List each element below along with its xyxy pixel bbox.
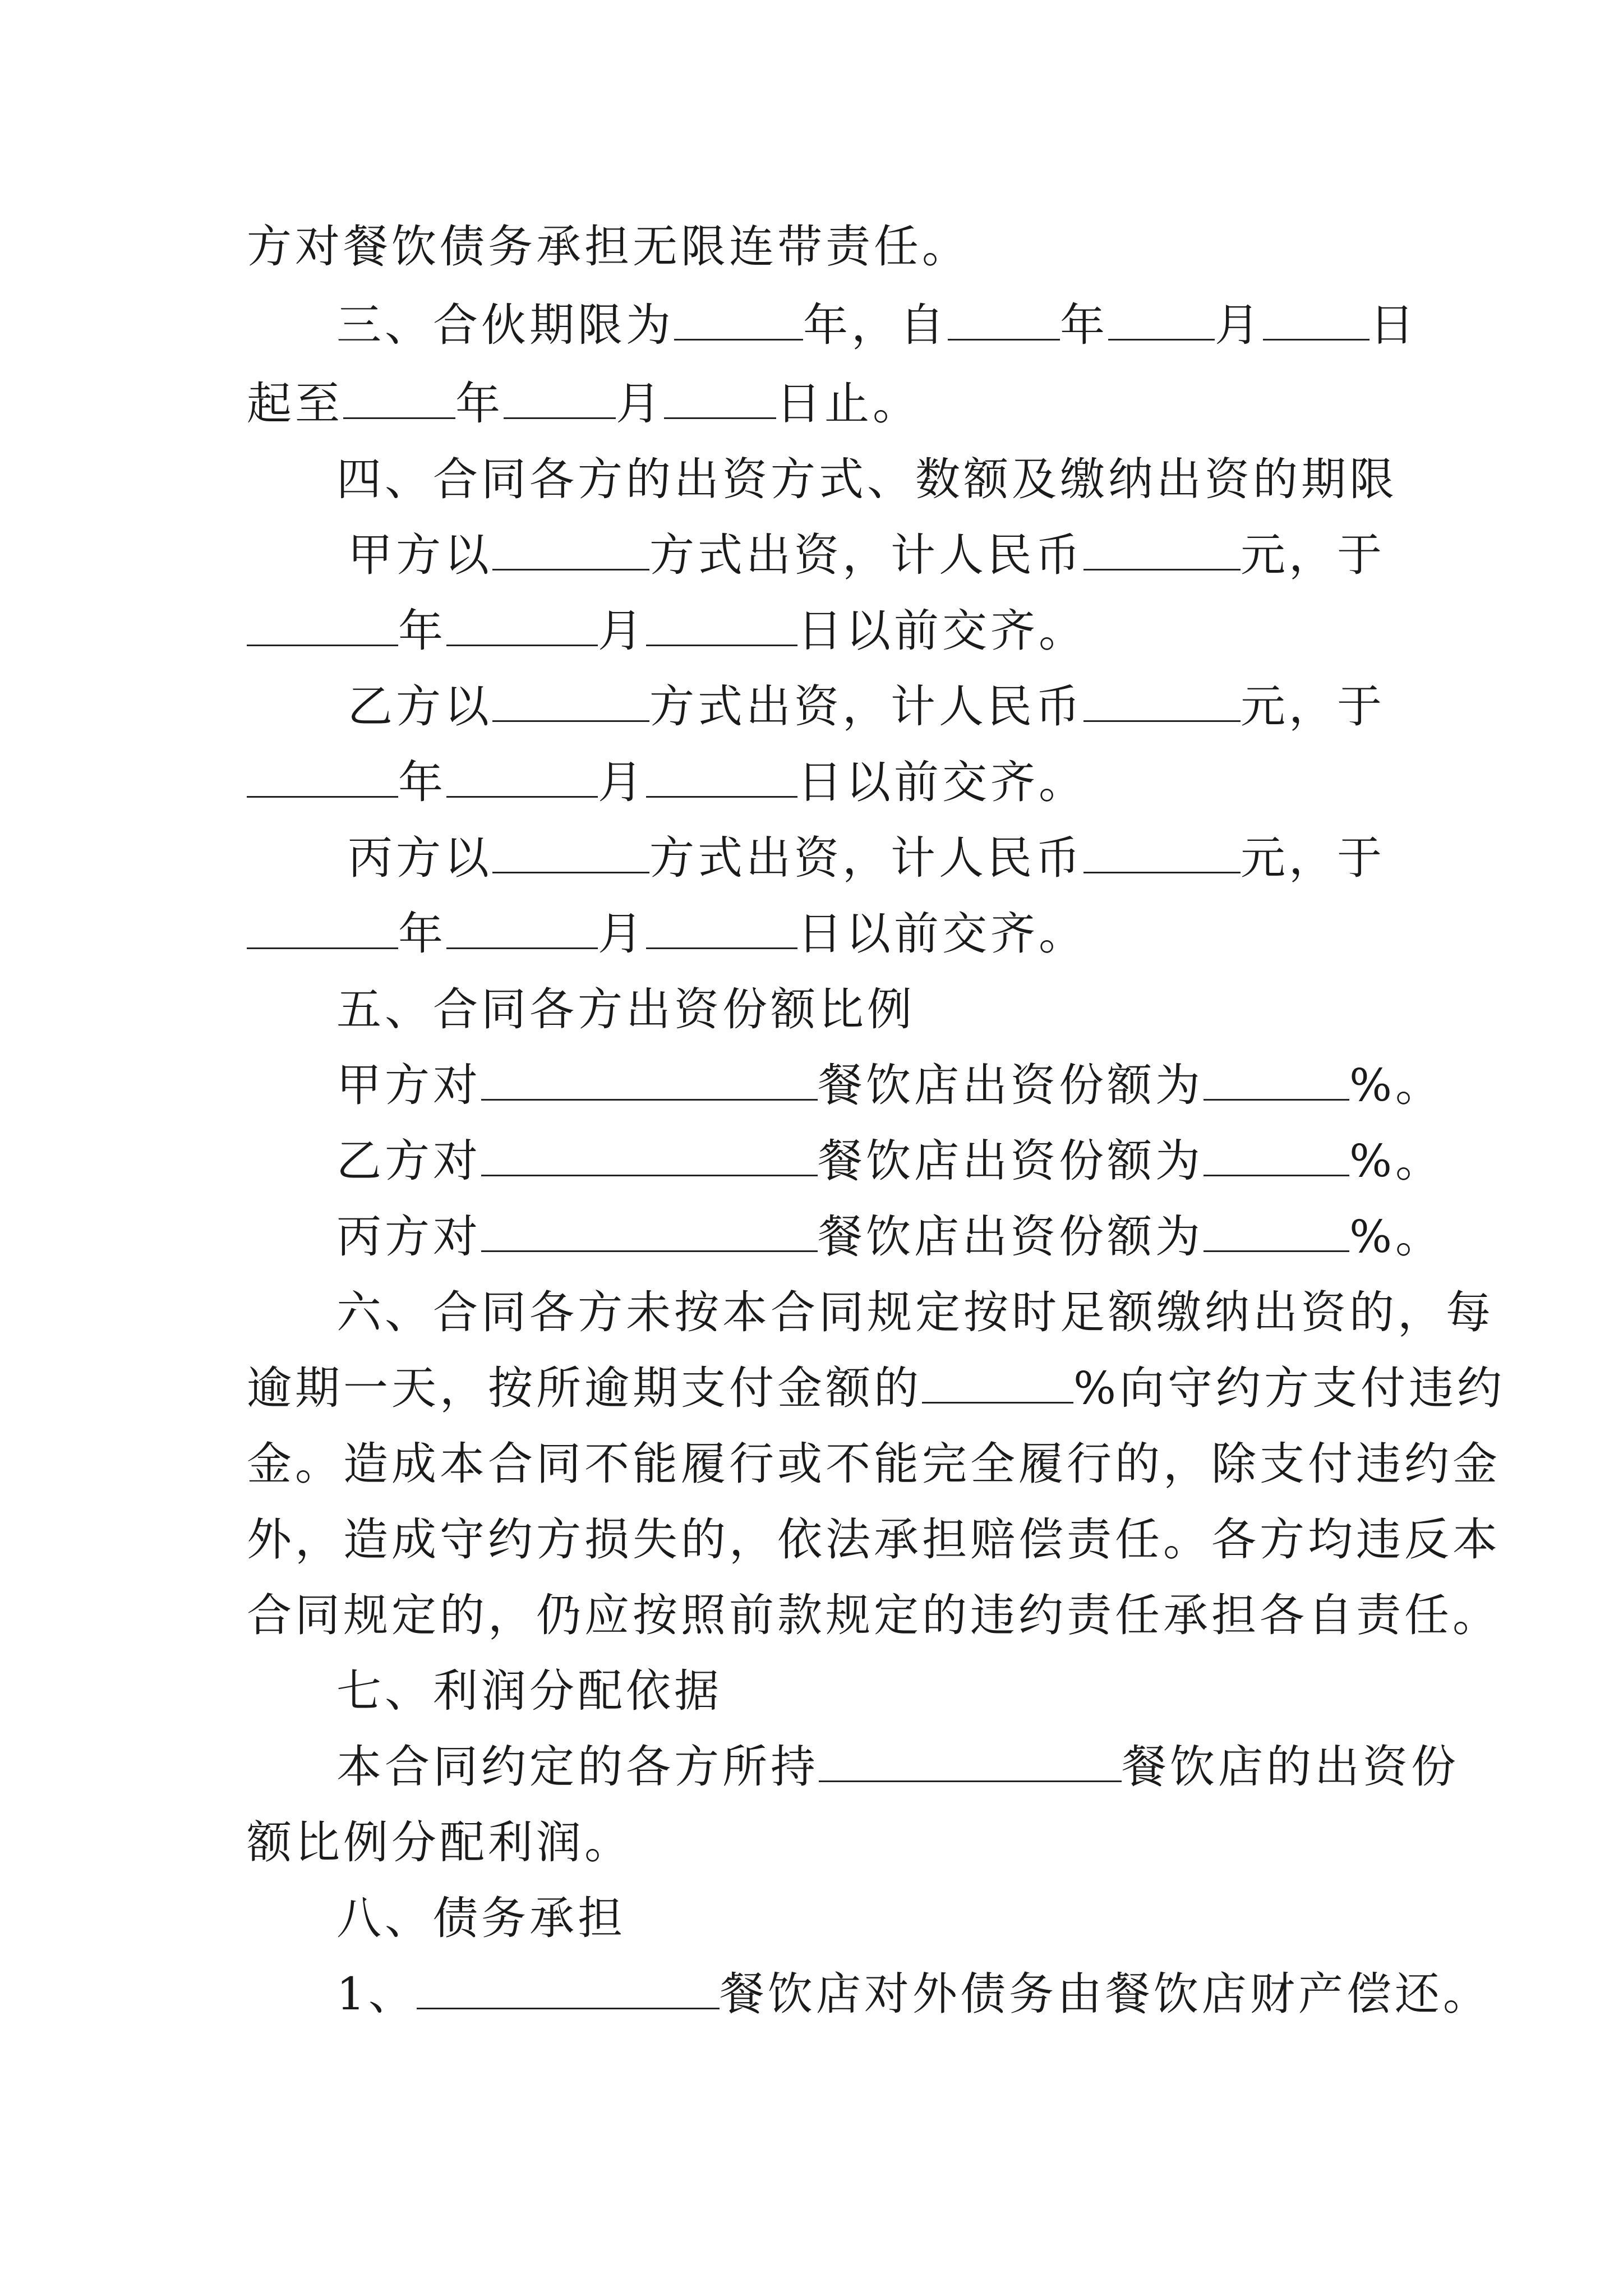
section-heading: 八、债务承担	[336, 1892, 626, 1944]
paragraph-line: 乙方对 餐饮店出资份额为 %。	[336, 1135, 1444, 1187]
blank-field[interactable]	[446, 605, 598, 646]
paragraph-line: 年 月 日以前交齐。	[247, 906, 1087, 962]
blank-field[interactable]	[247, 605, 398, 646]
paragraph-line: 丙方对 餐饮店出资份额为 %。	[336, 1211, 1444, 1263]
paragraph-line: 年 月 日以前交齐。	[247, 754, 1087, 811]
paragraph-line: 合同规定的，仍应按照前款规定的违约责任承担各自责任。	[247, 1589, 1501, 1641]
blank-field[interactable]	[247, 757, 398, 798]
paragraph-line: 逾期一天，按所逾期支付金额的 %向守约方支付违约	[247, 1362, 1506, 1414]
blank-field[interactable]	[922, 1363, 1073, 1404]
paragraph-line: 本合同约定的各方所持 餐饮店的出资份	[336, 1741, 1459, 1793]
blank-field[interactable]	[664, 378, 776, 419]
paragraph-line: 六、合同各方未按本合同规定按时足额缴纳出资的，每	[336, 1286, 1494, 1338]
blank-field[interactable]	[247, 908, 398, 949]
paragraph-line: 额比例分配利润。	[247, 1816, 633, 1869]
blank-field[interactable]	[1083, 832, 1241, 873]
blank-field[interactable]	[492, 681, 649, 722]
blank-field[interactable]	[1108, 300, 1215, 341]
paragraph-line: 甲方对 餐饮店出资份额为 %。	[336, 1059, 1444, 1111]
blank-field[interactable]	[492, 832, 649, 873]
blank-field[interactable]	[417, 1968, 720, 2009]
paragraph-term-period: 三、合伙期限为 年，自 年 月 日	[336, 299, 1418, 351]
paragraph-line: 甲方以 方式出资，计人民币 元，于	[348, 529, 1385, 581]
blank-field[interactable]	[1204, 1211, 1349, 1252]
blank-field[interactable]	[646, 908, 797, 949]
blank-field[interactable]	[481, 1060, 818, 1101]
blank-field[interactable]	[674, 300, 803, 341]
section-heading: 四、合同各方的出资方式、数额及缴纳出资的期限	[336, 453, 1398, 505]
paragraph-line: 丙方以 方式出资，计人民币 元，于	[348, 832, 1385, 884]
blank-field[interactable]	[948, 300, 1060, 341]
blank-field[interactable]	[481, 1211, 818, 1252]
blank-field[interactable]	[646, 757, 797, 798]
blank-field[interactable]	[492, 530, 649, 570]
blank-field[interactable]	[819, 1741, 1122, 1782]
paragraph-line: 起至 年 月 日止。	[247, 378, 921, 430]
paragraph-line: 金。造成本合同不能履行或不能完全履行的，除支付违约金	[247, 1438, 1501, 1490]
blank-field[interactable]	[446, 757, 598, 798]
paragraph-line: 年 月 日以前交齐。	[247, 603, 1087, 659]
paragraph-line: 乙方以 方式出资，计人民币 元，于	[348, 680, 1385, 733]
blank-field[interactable]	[343, 378, 455, 419]
blank-field[interactable]	[446, 908, 598, 949]
blank-field[interactable]	[1083, 681, 1241, 722]
section-heading: 七、利润分配依据	[336, 1665, 722, 1717]
paragraph-line: 方对餐饮债务承担无限连带责任。	[247, 220, 970, 273]
section-heading: 五、合同各方出资份额比例	[336, 983, 915, 1036]
blank-field[interactable]	[504, 378, 616, 419]
paragraph-line: 1、 餐饮店对外债务由餐饮店财产偿还。	[336, 1968, 1491, 2020]
blank-field[interactable]	[1204, 1135, 1349, 1176]
blank-field[interactable]	[1263, 300, 1370, 341]
paragraph-line: 外，造成守约方损失的，依法承担赔偿责任。各方均违反本	[247, 1513, 1501, 1566]
blank-field[interactable]	[1083, 530, 1241, 570]
blank-field[interactable]	[646, 605, 797, 646]
blank-field[interactable]	[1204, 1060, 1349, 1101]
blank-field[interactable]	[481, 1135, 818, 1176]
